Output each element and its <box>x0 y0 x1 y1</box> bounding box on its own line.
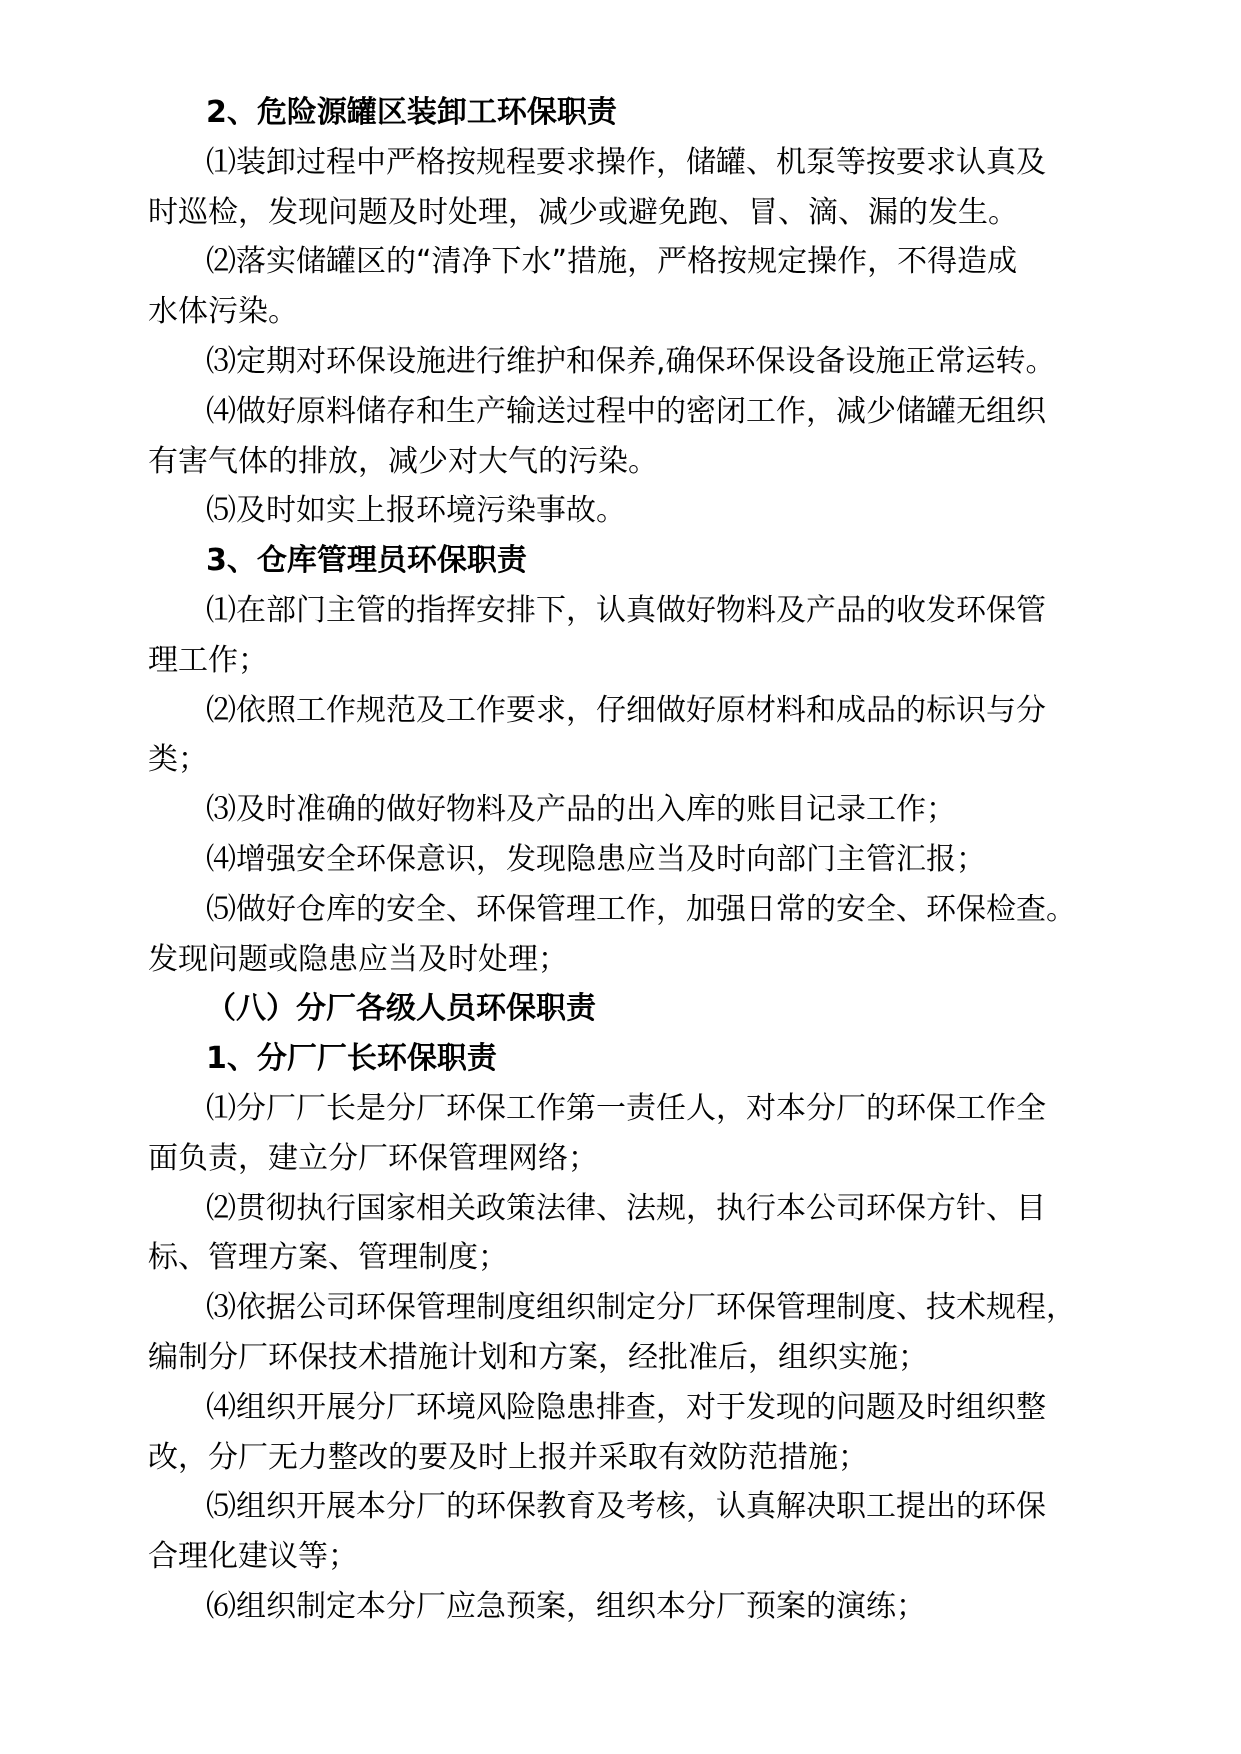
section-heading: （八）分厂各级人员环保职责 <box>206 991 596 1027</box>
section-heading: 2、危险源罐区装卸工环保职责 <box>206 95 617 130</box>
paragraph-line: 面负责，建立分厂环保管理网络； <box>148 1140 598 1176</box>
paragraph-line: ⑴在部门主管的指挥安排下，认真做好物料及产品的收发环保管 <box>206 592 1046 628</box>
paragraph-line: ⑸组织开展本分厂的环保教育及考核，认真解决职工提出的环保 <box>206 1489 1046 1525</box>
paragraph-line: 标、管理方案、管理制度； <box>148 1240 508 1276</box>
paragraph-line: ⑵贯彻执行国家相关政策法律、法规，执行本公司环保方针、目 <box>206 1190 1046 1226</box>
paragraph-line: ⑴分厂厂长是分厂环保工作第一责任人，对本分厂的环保工作全 <box>206 1090 1046 1126</box>
section-heading: 1、分厂厂长环保职责 <box>206 1041 497 1077</box>
paragraph-line: ⑷增强安全环保意识，发现隐患应当及时向部门主管汇报； <box>206 841 986 877</box>
document-body <box>148 88 1138 1632</box>
paragraph-line: 编制分厂环保技术措施计划和方案，经批准后，组织实施； <box>148 1339 928 1375</box>
paragraph-line: ⑵依照工作规范及工作要求，仔细做好原材料和成品的标识与分 <box>206 692 1046 728</box>
document-page <box>148 88 1138 1632</box>
paragraph-line: 发现问题或隐患应当及时处理； <box>148 941 568 977</box>
paragraph-line: 类； <box>148 742 208 778</box>
paragraph-line: 有害气体的排放，减少对大气的污染。 <box>148 443 658 479</box>
paragraph-line: 改，分厂无力整改的要及时上报并采取有效防范措施； <box>148 1439 868 1475</box>
paragraph-line: 理工作； <box>148 642 268 678</box>
paragraph-line: ⑸及时如实上报环境污染事故。 <box>206 493 626 529</box>
paragraph-line: ⑷组织开展分厂环境风险隐患排查，对于发现的问题及时组织整 <box>206 1389 1046 1425</box>
paragraph-line: ⑴装卸过程中严格按规程要求操作，储罐、机泵等按要求认真及 <box>206 144 1046 180</box>
paragraph-line: ⑷做好原料储存和生产输送过程中的密闭工作，减少储罐无组织 <box>206 393 1046 429</box>
paragraph-line: 时巡检，发现问题及时处理，减少或避免跑、冒、滴、漏的发生。 <box>148 194 1018 230</box>
paragraph-line: 合理化建议等； <box>148 1539 358 1575</box>
paragraph-line: ⑸做好仓库的安全、环保管理工作，加强日常的安全、环保检查。 <box>206 891 1076 927</box>
paragraph-line: ⑶依据公司环保管理制度组织制定分厂环保管理制度、技术规程， <box>206 1290 1076 1326</box>
paragraph-line: ⑹组织制定本分厂应急预案，组织本分厂预案的演练； <box>206 1588 926 1624</box>
section-heading: 3、仓库管理员环保职责 <box>206 543 527 579</box>
paragraph-line: ⑵落实储罐区的“清净下水”措施，严格按规定操作，不得造成 <box>206 244 1018 280</box>
paragraph-line: 水体污染。 <box>148 294 298 330</box>
paragraph-line: ⑶及时准确的做好物料及产品的出入库的账目记录工作； <box>206 792 956 828</box>
paragraph-line: ⑶定期对环保设施进行维护和保养,确保环保设备设施正常运转。 <box>206 343 1056 379</box>
